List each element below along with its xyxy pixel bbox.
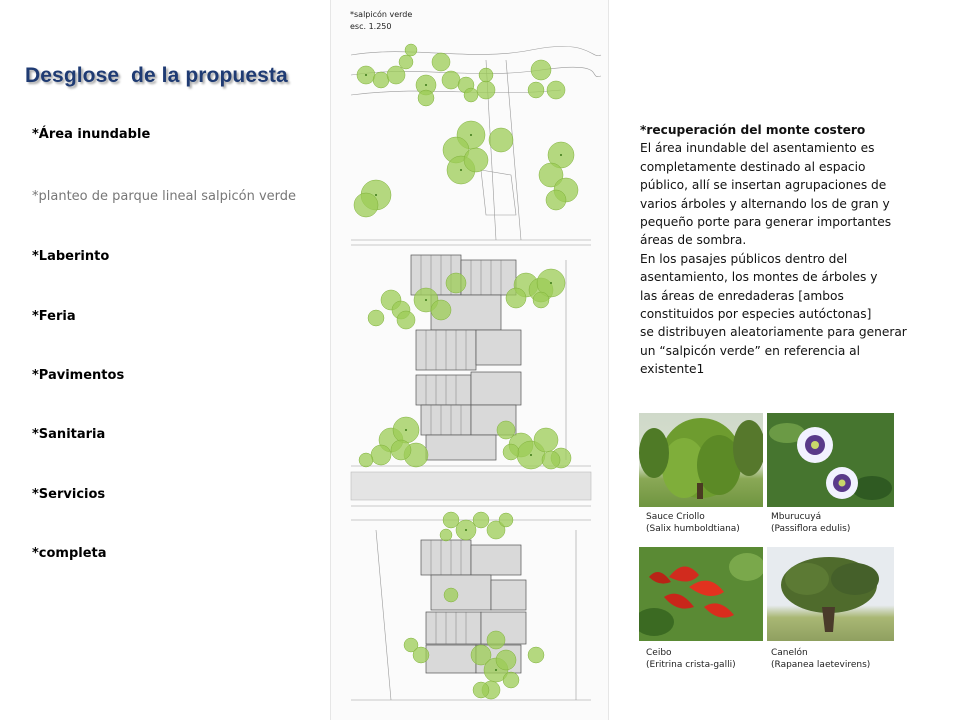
photo-mburucuya	[767, 413, 894, 507]
photo-ceibo	[639, 547, 763, 641]
menu-item-feria[interactable]: *Feria	[32, 309, 76, 324]
menu-item-servicios[interactable]: *Servicios	[32, 487, 106, 502]
menu-item-laberinto[interactable]: *Laberinto	[32, 249, 110, 264]
photo-sauce-criollo	[639, 413, 763, 507]
description-line: se distribuyen aleatoriamente para generar	[640, 325, 907, 340]
plan-caption-scale: esc. 1.250	[350, 22, 392, 31]
description-heading: *recuperación del monte costero	[640, 123, 866, 137]
description-line: un “salpicón verde” en referencia al	[640, 343, 861, 358]
caption-mburucuya-latin: (Passiflora edulis)	[771, 524, 851, 534]
caption-canelon-name: Canelón	[771, 648, 808, 658]
description-line: áreas de sombra.	[640, 233, 747, 248]
caption-ceibo-name: Ceibo	[646, 648, 672, 658]
caption-ceibo-latin: (Eritrina crista-galli)	[646, 660, 736, 670]
plan-caption-title: *salpicón verde	[350, 10, 413, 19]
caption-canelon-latin: (Rapanea laetevirens)	[771, 660, 871, 670]
description-line: constituidos por especies autóctonas]	[640, 307, 872, 322]
description-line: varios árboles y alternando los de gran y	[640, 196, 890, 211]
plan-drawing	[331, 0, 608, 720]
description-line: público, allí se insertan agrupaciones de	[640, 178, 887, 193]
site-plan	[330, 0, 609, 720]
description-line: asentamiento, los montes de árboles y	[640, 270, 878, 285]
description-line: pequeño porte para generar importantes	[640, 215, 892, 230]
description-line: existente1	[640, 362, 705, 377]
caption-sauce-latin: (Salix humboldtiana)	[646, 524, 740, 534]
menu-item-sanitaria[interactable]: *Sanitaria	[32, 427, 106, 442]
menu-item-area-inundable[interactable]: *Área inundable	[32, 127, 151, 142]
description-line: El área inundable del asentamiento es	[640, 141, 875, 156]
description-line: completamente destinado al espacio	[640, 159, 866, 174]
description-line: las áreas de enredaderas [ambos	[640, 288, 844, 303]
description-block	[640, 121, 940, 379]
menu-item-completa[interactable]: *completa	[32, 546, 107, 561]
menu-item-parque-lineal[interactable]: *planteo de parque lineal salpicón verde	[32, 189, 297, 204]
page-title: Desglose de la propuesta	[25, 64, 288, 87]
menu-item-pavimentos[interactable]: *Pavimentos	[32, 368, 125, 383]
caption-sauce-name: Sauce Criollo	[646, 512, 705, 522]
photo-canelon	[767, 547, 894, 641]
caption-mburucuya-name: Mburucuyá	[771, 512, 822, 522]
description-line: En los pasajes públicos dentro del	[640, 251, 848, 266]
